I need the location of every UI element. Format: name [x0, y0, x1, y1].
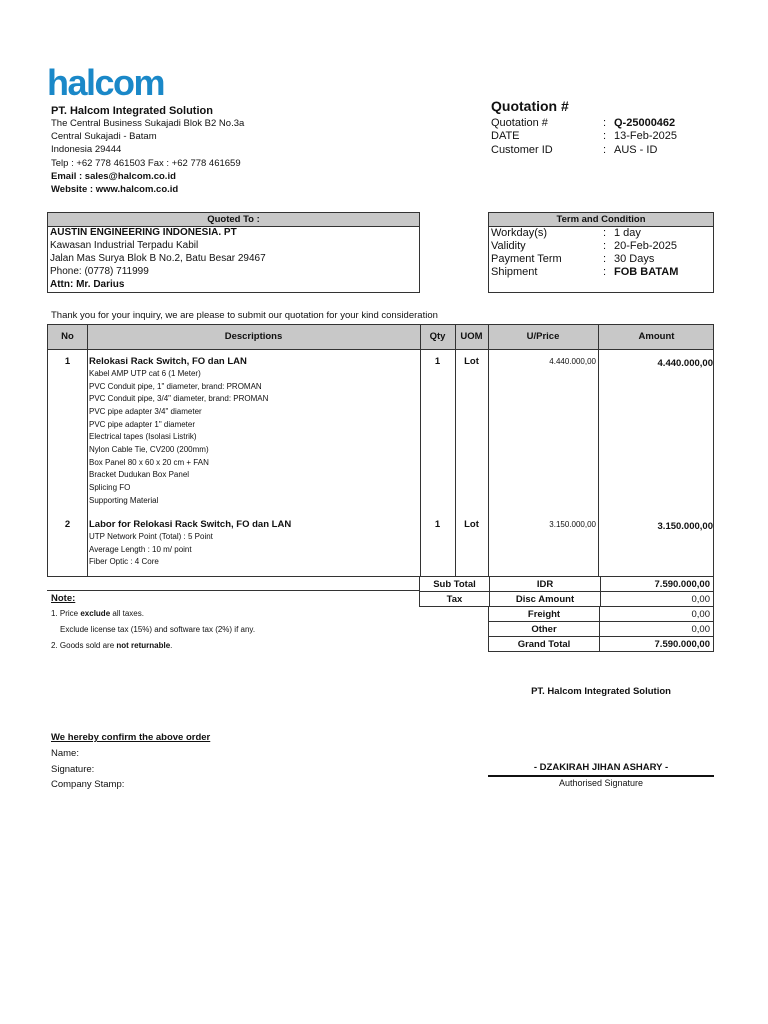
company-address-line1: The Central Business Sukajadi Blok B2 No.3a	[51, 118, 245, 129]
shipment-value: FOB BATAM	[614, 266, 679, 278]
item-detail: PVC Conduit pipe, 1" diameter, brand: PROMAN	[89, 382, 262, 391]
company-address-line3: Indonesia 29444	[51, 144, 122, 155]
divider	[47, 590, 420, 591]
item-number: 2	[64, 519, 71, 530]
tax-label: Tax	[420, 592, 490, 607]
subtotal-table	[419, 576, 714, 607]
header-descriptions: Descriptions	[224, 331, 283, 342]
quoted-to-box	[47, 212, 420, 293]
quoted-to-header: Quoted To :	[48, 213, 419, 227]
other-value: 0,00	[600, 622, 714, 637]
header-amount: Amount	[638, 331, 675, 342]
disc-label: Disc Amount	[490, 592, 601, 607]
company-address-line2: Central Sukajadi - Batam	[51, 131, 157, 142]
freight-value: 0,00	[600, 607, 714, 622]
note-1b: Exclude license tax (15%) and software tax (2%) if any.	[60, 625, 256, 634]
customer-address-line2: Jalan Mas Surya Blok B No.2, Batu Besar 29467	[50, 253, 266, 264]
signature-line	[488, 775, 714, 777]
item-detail: Box Panel 80 x 60 x 20 cm + FAN	[89, 458, 209, 467]
item-detail: PVC pipe adapter 1" diameter	[89, 420, 196, 429]
note-1	[51, 609, 144, 618]
intro-text: Thank you for your inquiry, we are please to submit our quotation for your kind consideration	[51, 310, 438, 321]
header-unit-price: U/Price	[526, 331, 560, 342]
colon: :	[603, 227, 607, 239]
item-uom: Lot	[464, 519, 479, 530]
item-detail: Kabel AMP UTP cat 6 (1 Meter)	[89, 369, 201, 378]
items-table	[47, 324, 714, 577]
item-detail: Bracket Dudukan Box Panel	[89, 470, 190, 479]
item-qty: 1	[434, 519, 441, 530]
customer-address-line1: Kawasan Industrial Terpadu Kabil	[50, 240, 199, 251]
customer-attn: Attn: Mr. Darius	[50, 279, 125, 290]
item-unit-price: 3.150.000,00	[549, 520, 596, 529]
customer-company: AUSTIN ENGINEERING INDONESIA. PT	[50, 227, 237, 238]
column-divider	[87, 325, 88, 576]
company-email: Email : sales@halcom.co.id	[51, 171, 176, 182]
note-text: 1. Price	[51, 609, 81, 618]
confirm-name-label: Name:	[51, 748, 79, 759]
quotation-title: Quotation #	[491, 98, 569, 114]
note-2	[51, 641, 172, 650]
note-text: all taxes.	[110, 609, 144, 618]
confirm-stamp-label: Company Stamp:	[51, 779, 125, 790]
confirm-title: We hereby confirm the above order	[51, 732, 211, 743]
validity-value: 20-Feb-2025	[614, 240, 677, 252]
disc-value: 0,00	[601, 592, 714, 607]
item-detail: Nylon Cable Tie, CV200 (200mm)	[89, 445, 209, 454]
colon: :	[603, 130, 607, 142]
item-detail: Supporting Material	[89, 496, 159, 505]
date-label: DATE	[491, 130, 520, 142]
signoff-company: PT. Halcom Integrated Solution	[531, 686, 671, 697]
item-qty: 1	[434, 356, 441, 367]
item-uom: Lot	[464, 356, 479, 367]
item-title: Labor for Relokasi Rack Switch, FO dan LAN	[89, 519, 292, 530]
customer-id-value: AUS - ID	[614, 144, 658, 156]
subtotal-value: 7.590.000,00	[601, 577, 714, 592]
colon: :	[603, 253, 607, 265]
shipment-label: Shipment	[491, 266, 538, 278]
colon: :	[603, 240, 607, 252]
grand-total-value: 7.590.000,00	[600, 637, 714, 652]
item-detail: PVC Conduit pipe, 3/4" diameter, brand: PROMAN	[89, 394, 269, 403]
customer-id-label: Customer ID	[491, 144, 553, 156]
note-text: .	[170, 641, 173, 650]
header-uom: UOM	[460, 331, 483, 342]
subtotal-label: Sub Total	[420, 577, 490, 592]
confirm-signature-label: Signature:	[51, 764, 95, 775]
company-phone: Telp : +62 778 461503 Fax : +62 778 461659	[51, 158, 241, 169]
header-no: No	[61, 331, 74, 342]
company-logo: halcom	[47, 62, 165, 103]
workdays-value: 1 day	[614, 227, 641, 239]
item-detail: UTP Network Point (Total) : 5 Point	[89, 532, 213, 541]
note-emphasis: not returnable	[116, 641, 171, 650]
signature-caption: Authorised Signature	[558, 778, 644, 788]
company-name: PT. Halcom Integrated Solution	[51, 105, 213, 117]
freight-label: Freight	[489, 607, 600, 622]
item-detail: Splicing FO	[89, 483, 131, 492]
notes-title: Note:	[51, 593, 76, 604]
payment-term-label: Payment Term	[491, 253, 562, 265]
terms-header: Term and Condition	[489, 213, 713, 227]
item-amount: 4.440.000,00	[657, 358, 713, 369]
item-unit-price: 4.440.000,00	[549, 357, 596, 366]
date-value: 13-Feb-2025	[614, 130, 677, 142]
colon: :	[603, 117, 607, 129]
item-amount: 3.150.000,00	[657, 521, 713, 532]
totals-table	[488, 606, 714, 652]
customer-phone: Phone: (0778) 711999	[50, 266, 149, 277]
item-title: Relokasi Rack Switch, FO dan LAN	[89, 356, 247, 367]
item-detail: Electrical tapes (Isolasi Listrik)	[89, 432, 197, 441]
item-detail: Average Length : 10 m/ point	[89, 545, 192, 554]
item-detail: PVC pipe adapter 3/4" diameter	[89, 407, 202, 416]
grand-total-label: Grand Total	[489, 637, 600, 652]
currency-label: IDR	[490, 577, 601, 592]
colon: :	[603, 144, 607, 156]
payment-term-value: 30 Days	[614, 253, 655, 265]
colon: :	[603, 266, 607, 278]
terms-box	[488, 212, 714, 293]
quotation-number-value: Q-25000462	[614, 117, 676, 129]
header-qty: Qty	[429, 331, 446, 342]
signatory-name: - DZAKIRAH JIHAN ASHARY -	[533, 762, 669, 773]
company-website: Website : www.halcom.co.id	[51, 184, 179, 195]
item-number: 1	[64, 356, 71, 367]
item-detail: Fiber Optic : 4 Core	[89, 557, 159, 566]
other-label: Other	[489, 622, 600, 637]
quotation-number-label: Quotation #	[491, 117, 548, 129]
validity-label: Validity	[491, 240, 526, 252]
workdays-label: Workday(s)	[491, 227, 548, 239]
note-text: 2. Goods sold are	[51, 641, 117, 650]
note-emphasis: exclude	[80, 609, 111, 618]
